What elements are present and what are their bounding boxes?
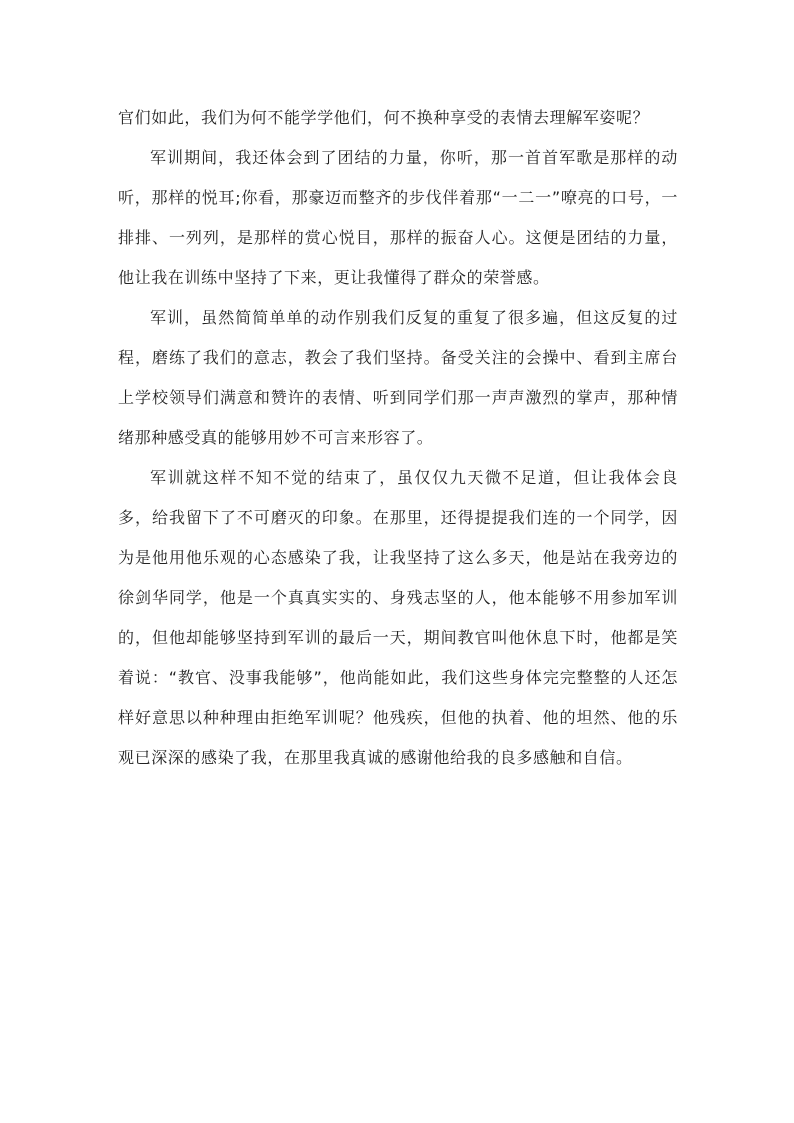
paragraph-3: 军训，虽然简简单单的动作别我们反复的重复了很多遍，但这反复的过程，磨练了我们的意志，教会了我们坚持。备受关注的会操中、看到主席台上学校领导们满意和赞许的表情、听到同学们那一声声激烈的掌声，那种情绪那种感受真的能够用妙不可言来形容了。 xyxy=(118,308,678,447)
document-body xyxy=(118,98,678,778)
paragraph-4: 军训就这样不知不觉的结束了，虽仅仅九天微不足道，但让我体会良多，给我留下了不可磨灭的印象。在那里，还得提提我们连的一个同学，因为是他用他乐观的心态感染了我，让我坚持了这么多天，他是站在我旁边的徐剑华同学，他是一个真真实实的、身残志坚的人，他本能够不用参加军训的，但他却能够坚持到军训的最后一天，期间教官叫他休息下时，他都是笑着说：“教官、没事我能够”，他尚能如此，我们这些身体完完整整的人还怎样好意思以种种理由拒绝军训呢？他残疾，但他的执着、他的坦然、他的乐观已深深的感染了我，在那里我真诚的感谢他给我的良多感触和自信。 xyxy=(118,468,678,767)
paragraph-2: 军训期间，我还体会到了团结的力量，你听，那一首首军歌是那样的动听，那样的悦耳;你看，那豪迈而整齐的步伐伴着那“一二一”嘹亮的口号，一排排、一列列，是那样的赏心悦目，那样的振奋人心。这便是团结的力量，他让我在训练中坚持了下来，更让我懂得了群众的荣誉感。 xyxy=(118,148,678,287)
paragraph-1: 官们如此，我们为何不能学学他们，何不换种享受的表情去理解军姿呢？ xyxy=(118,108,650,127)
